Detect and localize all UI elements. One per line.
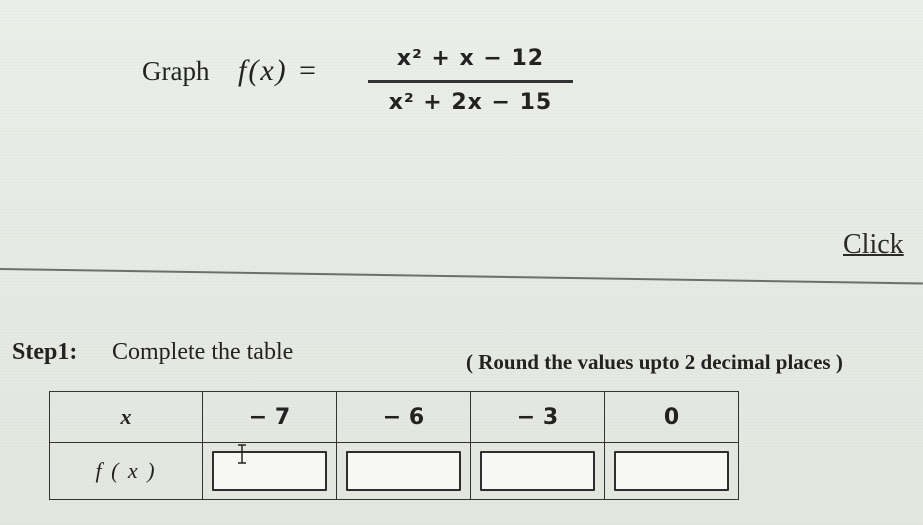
values-table — [49, 391, 739, 500]
fx-input-2[interactable] — [346, 451, 461, 491]
fraction-denominator: x² + 2x − 15 — [388, 90, 553, 115]
function-lhs: f(x) = — [238, 54, 320, 87]
text-cursor-icon — [237, 444, 247, 464]
table-row-x — [50, 392, 739, 443]
fx-cell-3 — [471, 443, 605, 500]
row-fx-label: f ( x ) — [50, 443, 203, 500]
click-link[interactable]: Click — [843, 229, 904, 260]
fx-cell-1 — [203, 443, 337, 500]
x-value-1: − 7 — [203, 392, 337, 443]
row-x-label: x — [50, 392, 203, 443]
fx-cell-2 — [337, 443, 471, 500]
section-divider — [0, 268, 923, 284]
fx-input-1[interactable] — [212, 451, 327, 491]
x-value-3: − 3 — [471, 392, 605, 443]
x-value-2: − 6 — [337, 392, 471, 443]
fraction-bar — [368, 80, 573, 83]
graph-word: Graph — [142, 56, 210, 86]
fraction-numerator: x² + x − 12 — [396, 46, 545, 71]
step1-instruction: Complete the table — [112, 339, 294, 365]
fx-input-3[interactable] — [480, 451, 595, 491]
fx-cell-4 — [605, 443, 739, 500]
rational-function-fraction — [368, 46, 573, 122]
table-row-fx — [50, 443, 739, 500]
rounding-note: ( Round the values upto 2 decimal places ) — [466, 350, 843, 374]
fx-input-4[interactable] — [614, 451, 729, 491]
step1-label: Step1: — [12, 339, 78, 365]
x-value-4: 0 — [605, 392, 739, 443]
